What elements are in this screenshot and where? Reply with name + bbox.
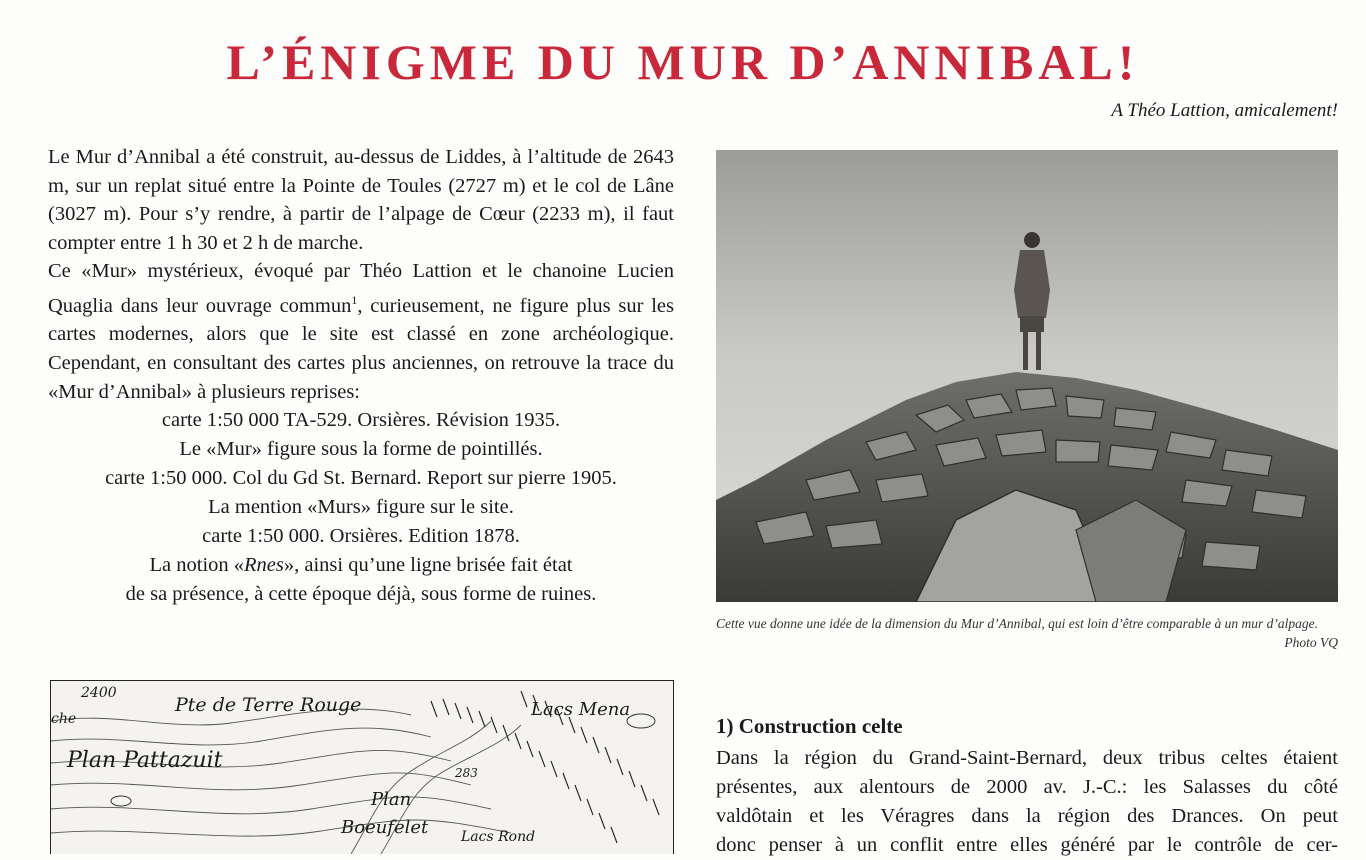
map-label: Plan Pattazuit	[67, 748, 223, 773]
map-reference-line: carte 1:50 000. Orsières. Edition 1878.	[202, 525, 520, 548]
map-reference-line: La mention «Murs» figure sur le site.	[208, 496, 514, 519]
section-heading: 1) Construction celte	[716, 714, 903, 738]
intro-paragraph-1: Le Mur d’Annibal a été construit, au-dessus de Liddes, à l’altitude de 2643 m, sur un replat situé entre la Pointe de Toules (2727 m) et le col de Lâne (3027 m). Pour s’y rendre, à partir de l’alpage de Cœur (2233 m), il faut compter entre 1 h 30 et 2 h de marche.	[48, 146, 674, 254]
map-label: che	[51, 711, 77, 727]
footnote-marker: 1	[351, 292, 358, 307]
section-line: présentes, aux alentours de 2000 av. J.-C.: les Salasses du côté	[716, 776, 1338, 798]
section-line: Dans la région du Grand-Saint-Bernard, deux tribus celtes étaient	[716, 747, 1338, 769]
map-label: Lacs Rond	[461, 829, 536, 845]
intro-paragraph-2-text: Ce «Mur» mystérieux, évoqué par Théo Lattion et le chanoine Lucien Quaglia dans leur ouvrage commun	[48, 260, 674, 317]
historic-map-image	[51, 681, 673, 854]
section-line: donc penser à un conflit entre elles généré par le contrôle de cer-	[716, 834, 1338, 856]
dedication: A Théo Lattion, amicalement!	[1111, 100, 1338, 121]
article-title: L’ÉNIGME DU MUR D’ANNIBAL!	[226, 34, 1140, 90]
map-label: Plan	[371, 789, 412, 810]
intro-paragraph-2	[48, 257, 674, 406]
map-label: Boeufelet	[341, 817, 429, 838]
map-label: 283	[455, 766, 478, 780]
map-label: Lacs Mena	[531, 699, 631, 720]
section-body	[716, 744, 1338, 860]
map-label: Pte de Terre Rouge	[175, 694, 362, 716]
map-label: 2400	[81, 685, 117, 701]
historic-map	[50, 680, 674, 854]
ruins-abbreviation: Rnes	[244, 554, 284, 577]
map-reference-line: carte 1:50 000 TA-529. Orsières. Révision 1935.	[161, 409, 561, 432]
map-references	[48, 406, 674, 609]
map-reference-line: carte 1:50 000. Col du Gd St. Bernard. Report sur pierre 1905.	[105, 467, 617, 490]
map-reference-line: Le «Mur» figure sous la forme de pointillés.	[179, 438, 543, 461]
section-line: valdôtain et les Véragres dans la région des Drances. On peut	[716, 805, 1338, 827]
intro-paragraph-2-text-end: , curieusement, ne figure plus sur les cartes modernes, alors que le site est classé en zone archéologique. Cependant, en consultant des cartes plus anciennes, on retrouve la trace du «Mur d’Annibal» à plusieurs reprises:	[48, 294, 674, 403]
map-reference-line: de sa présence, à cette époque déjà, sous forme de ruines.	[125, 583, 597, 606]
intro-column	[48, 143, 674, 609]
wall-photo-image	[716, 150, 1338, 602]
photo-credit: Photo VQ	[1284, 635, 1338, 650]
wall-photo	[716, 150, 1338, 602]
photo-caption: Cette vue donne une idée de la dimension du Mur d’Annibal, qui est loin d’être comparable à un mur d’alpage.	[716, 616, 1319, 631]
map-reference-line: La notion «Rnes», ainsi qu’une ligne brisée fait état	[149, 554, 573, 577]
